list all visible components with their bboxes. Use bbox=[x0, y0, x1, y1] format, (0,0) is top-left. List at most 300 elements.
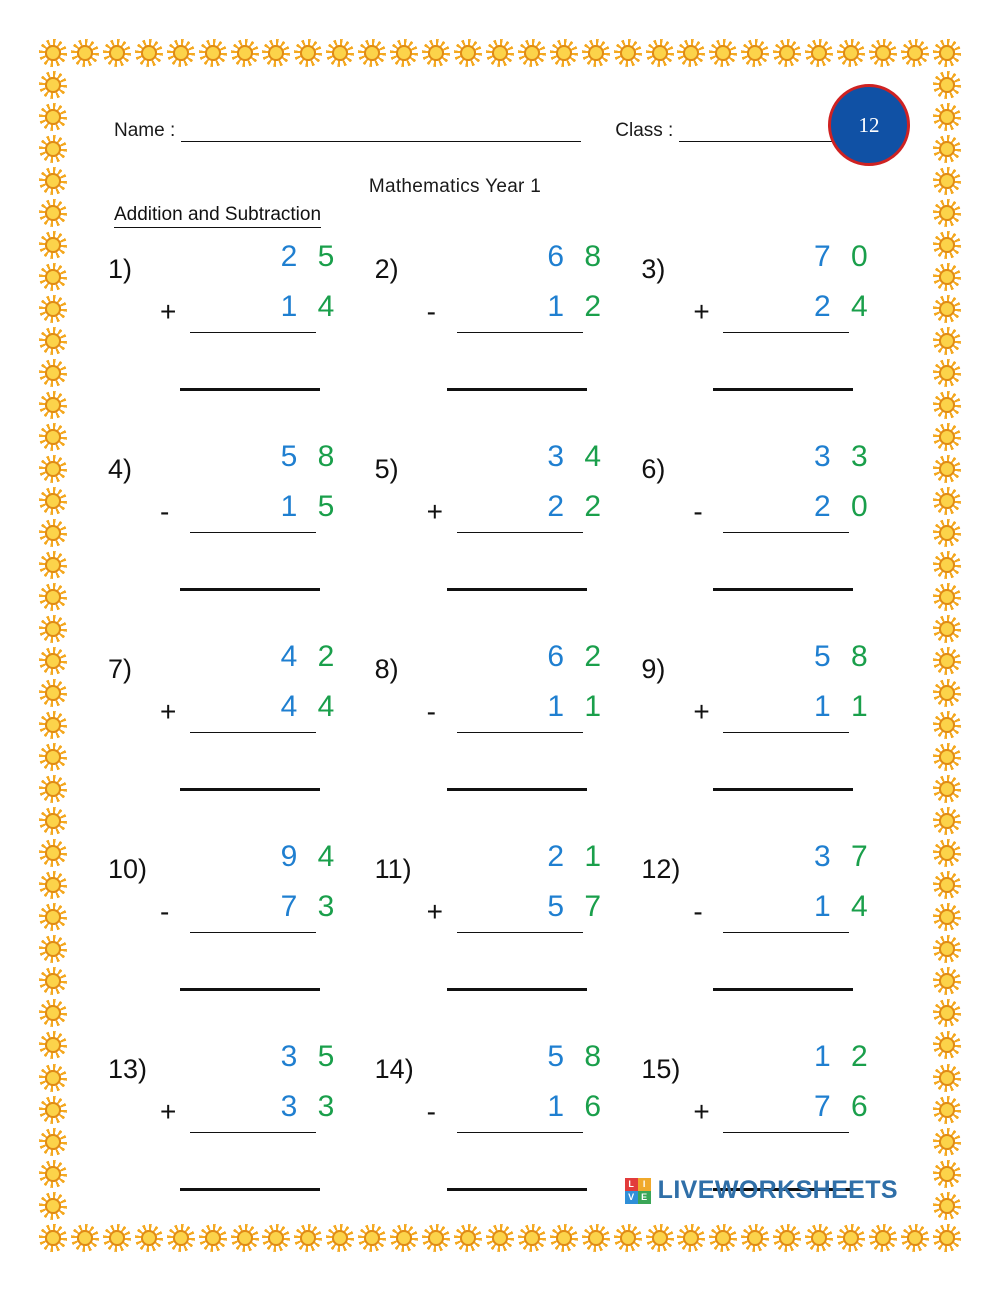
answer-input-line[interactable] bbox=[713, 988, 853, 991]
operation-rule-line bbox=[190, 332, 316, 333]
digit: 5 bbox=[317, 1040, 335, 1073]
vertical-sum bbox=[693, 840, 869, 940]
top-operand-digits bbox=[279, 240, 336, 274]
operation-rule-line bbox=[723, 1132, 849, 1133]
digit: 5 bbox=[547, 890, 564, 923]
digit: 2 bbox=[584, 640, 601, 673]
top-operand-row bbox=[709, 640, 869, 690]
answer-input-line[interactable] bbox=[180, 988, 320, 991]
digit: 7 bbox=[850, 840, 868, 873]
digit: 7 bbox=[280, 890, 298, 923]
logo-letter-e: E bbox=[638, 1191, 651, 1204]
vertical-sum bbox=[693, 440, 869, 540]
sun-icon bbox=[932, 518, 962, 548]
operation-rule-line bbox=[457, 332, 583, 333]
answer-input-line[interactable] bbox=[713, 788, 853, 791]
digit: 1 bbox=[280, 290, 298, 323]
operation-rule-line bbox=[457, 932, 583, 933]
sun-icon bbox=[836, 38, 866, 68]
operator-symbol: + bbox=[426, 496, 444, 527]
sun-icon bbox=[932, 358, 962, 388]
sun-icon bbox=[932, 1159, 962, 1189]
sun-icon bbox=[38, 102, 68, 132]
sun-icon bbox=[932, 326, 962, 356]
sun-icon bbox=[868, 1223, 898, 1253]
sun-icon bbox=[932, 422, 962, 452]
sun-icon bbox=[38, 518, 68, 548]
digit: 4 bbox=[317, 290, 335, 323]
sun-border-top bbox=[38, 38, 962, 68]
problem-cell bbox=[635, 240, 902, 418]
operator-symbol: - bbox=[426, 696, 436, 727]
digit: 4 bbox=[850, 890, 868, 923]
sun-icon bbox=[134, 1223, 164, 1253]
topic-heading: Addition and Subtraction bbox=[114, 204, 321, 228]
sun-icon bbox=[70, 1223, 100, 1253]
bottom-operand-digits bbox=[812, 890, 869, 924]
top-operand-row bbox=[443, 840, 603, 890]
bottom-operand-digits bbox=[812, 290, 869, 324]
sun-icon bbox=[70, 38, 100, 68]
problem-cell bbox=[369, 240, 636, 418]
operator-symbol: + bbox=[160, 696, 177, 727]
sun-icon bbox=[38, 134, 68, 164]
sun-icon bbox=[38, 710, 68, 740]
vertical-sum bbox=[426, 640, 603, 740]
operator-symbol: - bbox=[426, 1096, 436, 1127]
problem-number: 2) bbox=[374, 254, 399, 284]
operator-symbol: + bbox=[693, 696, 710, 727]
sun-icon bbox=[932, 230, 962, 260]
sun-icon bbox=[900, 1223, 930, 1253]
problem-cell bbox=[635, 640, 902, 818]
sun-icon bbox=[38, 806, 68, 836]
top-operand-row bbox=[443, 1040, 603, 1090]
sun-icon bbox=[38, 390, 68, 420]
operator-symbol: + bbox=[693, 296, 710, 327]
top-operand-digits bbox=[546, 240, 603, 274]
sun-border-bottom bbox=[38, 1223, 962, 1253]
problem-cell bbox=[369, 1040, 636, 1218]
subject-title bbox=[72, 176, 928, 198]
bottom-operand-digits bbox=[546, 690, 603, 724]
sun-icon bbox=[932, 1191, 962, 1221]
vertical-sum bbox=[160, 640, 336, 740]
bottom-operand-digits bbox=[279, 890, 336, 924]
sun-icon bbox=[325, 1223, 355, 1253]
digit: 1 bbox=[547, 1090, 564, 1123]
digit: 5 bbox=[813, 640, 831, 673]
sun-icon bbox=[38, 230, 68, 260]
top-operand-row bbox=[176, 640, 336, 690]
top-operand-digits bbox=[546, 640, 603, 674]
sun-icon bbox=[38, 486, 68, 516]
operation-rule-line bbox=[723, 332, 849, 333]
digit: 9 bbox=[280, 840, 298, 873]
logo-letter-i: I bbox=[638, 1178, 651, 1191]
sun-icon bbox=[261, 38, 291, 68]
operation-rule-line bbox=[190, 1132, 316, 1133]
answer-input-line[interactable] bbox=[447, 1188, 587, 1191]
sun-icon bbox=[581, 1223, 611, 1253]
sun-icon bbox=[38, 774, 68, 804]
digit: 7 bbox=[813, 1090, 831, 1123]
problem-cell bbox=[102, 840, 369, 1018]
vertical-sum bbox=[693, 240, 869, 340]
digit: 3 bbox=[547, 440, 564, 473]
digit: 8 bbox=[317, 440, 335, 473]
problem-number: 14) bbox=[374, 1054, 414, 1084]
vertical-sum bbox=[693, 640, 869, 740]
top-operand-row bbox=[176, 840, 336, 890]
sun-icon bbox=[932, 838, 962, 868]
sun-icon bbox=[613, 1223, 643, 1253]
operation-rule-line bbox=[457, 1132, 583, 1133]
top-operand-digits bbox=[279, 1040, 336, 1074]
sun-icon bbox=[932, 454, 962, 484]
operation-rule-line bbox=[723, 532, 849, 533]
sun-icon bbox=[932, 774, 962, 804]
sun-icon bbox=[932, 806, 962, 836]
logo-squares-icon bbox=[625, 1178, 651, 1204]
top-operand-digits bbox=[812, 440, 869, 474]
sun-icon bbox=[932, 390, 962, 420]
top-operand-digits bbox=[546, 1040, 603, 1074]
digit: 2 bbox=[813, 290, 831, 323]
sun-icon bbox=[932, 710, 962, 740]
problem-number: 10) bbox=[108, 854, 148, 884]
problem-number: 7) bbox=[108, 654, 133, 684]
sun-icon bbox=[166, 1223, 196, 1253]
operator-symbol: - bbox=[693, 896, 703, 927]
bottom-operand-digits bbox=[812, 490, 869, 524]
worksheet-sheet bbox=[72, 72, 928, 1219]
sun-icon bbox=[517, 1223, 547, 1253]
sun-icon bbox=[38, 454, 68, 484]
sun-icon bbox=[38, 294, 68, 324]
problem-number: 12) bbox=[641, 854, 681, 884]
operator-symbol: - bbox=[160, 496, 170, 527]
sun-icon bbox=[134, 38, 164, 68]
sun-icon bbox=[485, 1223, 515, 1253]
operator-symbol: + bbox=[693, 1096, 710, 1127]
sun-icon bbox=[932, 998, 962, 1028]
digit: 1 bbox=[280, 490, 298, 523]
operator-symbol: + bbox=[160, 296, 177, 327]
top-operand-digits bbox=[812, 840, 869, 874]
digit: 4 bbox=[584, 440, 601, 473]
operation-rule-line bbox=[190, 532, 316, 533]
top-operand-row bbox=[709, 1040, 869, 1090]
sun-icon bbox=[932, 614, 962, 644]
logo-letter-l: L bbox=[625, 1178, 638, 1191]
class-field[interactable] bbox=[615, 120, 861, 142]
problem-cell bbox=[369, 440, 636, 618]
sun-icon bbox=[38, 582, 68, 612]
top-operand-digits bbox=[812, 240, 869, 274]
digit: 1 bbox=[850, 690, 868, 723]
sun-icon bbox=[932, 870, 962, 900]
digit: 2 bbox=[317, 640, 335, 673]
operator-symbol: + bbox=[160, 1096, 177, 1127]
vertical-sum bbox=[426, 240, 603, 340]
sun-icon bbox=[932, 38, 962, 68]
digit: 4 bbox=[280, 640, 298, 673]
sun-icon bbox=[932, 646, 962, 676]
sun-icon bbox=[804, 1223, 834, 1253]
problem-number: 9) bbox=[641, 654, 666, 684]
digit: 1 bbox=[813, 890, 831, 923]
sun-icon bbox=[38, 614, 68, 644]
answer-input-line[interactable] bbox=[180, 1188, 320, 1191]
sun-icon bbox=[932, 550, 962, 580]
sun-icon bbox=[38, 326, 68, 356]
problem-number: 8) bbox=[374, 654, 399, 684]
problem-cell bbox=[102, 240, 369, 418]
digit: 1 bbox=[813, 690, 831, 723]
sun-icon bbox=[868, 38, 898, 68]
sun-icon bbox=[102, 38, 132, 68]
digit: 5 bbox=[280, 440, 298, 473]
sun-icon bbox=[198, 38, 228, 68]
bottom-operand-digits bbox=[546, 290, 603, 324]
answer-input-line[interactable] bbox=[447, 788, 587, 791]
sun-icon bbox=[38, 870, 68, 900]
answer-input-line[interactable] bbox=[447, 388, 587, 391]
sun-icon bbox=[932, 1030, 962, 1060]
digit: 7 bbox=[813, 240, 831, 273]
sun-icon bbox=[38, 1063, 68, 1093]
top-operand-digits bbox=[812, 640, 869, 674]
vertical-sum bbox=[160, 240, 336, 340]
sun-icon bbox=[932, 294, 962, 324]
digit: 5 bbox=[547, 1040, 564, 1073]
sun-icon bbox=[772, 38, 802, 68]
name-field[interactable] bbox=[114, 120, 581, 142]
sun-icon bbox=[613, 38, 643, 68]
sun-icon bbox=[453, 1223, 483, 1253]
digit: 6 bbox=[584, 1090, 601, 1123]
answer-input-line[interactable] bbox=[713, 388, 853, 391]
answer-input-line[interactable] bbox=[180, 588, 320, 591]
logo-letter-v: V bbox=[625, 1191, 638, 1204]
sun-icon bbox=[357, 1223, 387, 1253]
sun-icon bbox=[38, 422, 68, 452]
top-operand-row bbox=[709, 440, 869, 490]
problem-number: 13) bbox=[108, 1054, 148, 1084]
digit: 2 bbox=[584, 490, 601, 523]
sun-icon bbox=[708, 1223, 738, 1253]
sun-icon bbox=[645, 38, 675, 68]
bottom-operand-digits bbox=[279, 290, 336, 324]
top-operand-digits bbox=[279, 640, 336, 674]
bottom-operand-digits bbox=[812, 690, 869, 724]
sun-icon bbox=[38, 166, 68, 196]
sun-icon bbox=[549, 38, 579, 68]
top-operand-digits bbox=[279, 440, 336, 474]
sun-icon bbox=[453, 38, 483, 68]
sun-icon bbox=[708, 38, 738, 68]
problem-number: 6) bbox=[641, 454, 666, 484]
digit: 1 bbox=[547, 690, 564, 723]
digit: 2 bbox=[280, 240, 298, 273]
top-operand-row bbox=[443, 240, 603, 290]
digit: 4 bbox=[850, 290, 868, 323]
problem-cell bbox=[102, 640, 369, 818]
sun-icon bbox=[932, 102, 962, 132]
problem-number: 15) bbox=[641, 1054, 681, 1084]
sun-icon bbox=[38, 1095, 68, 1125]
sun-icon bbox=[932, 134, 962, 164]
bottom-operand-digits bbox=[812, 1090, 869, 1124]
sun-icon bbox=[230, 38, 260, 68]
page-number-badge: 12 bbox=[828, 84, 910, 166]
top-operand-row bbox=[443, 440, 603, 490]
problem-number: 11) bbox=[374, 854, 412, 884]
digit: 7 bbox=[584, 890, 601, 923]
sun-icon bbox=[517, 38, 547, 68]
worksheet-header bbox=[114, 120, 904, 142]
operator-symbol: + bbox=[426, 896, 444, 927]
top-operand-digits bbox=[812, 1040, 869, 1074]
logo-wordmark: LIVEWORKSHEETS bbox=[657, 1176, 898, 1204]
digit: 3 bbox=[317, 1090, 335, 1123]
name-input-line[interactable] bbox=[181, 124, 581, 142]
operation-rule-line bbox=[457, 532, 583, 533]
operation-rule-line bbox=[723, 732, 849, 733]
sun-icon bbox=[932, 934, 962, 964]
bottom-operand-digits bbox=[546, 890, 603, 924]
vertical-sum bbox=[160, 840, 336, 940]
liveworksheets-logo bbox=[625, 1176, 898, 1205]
sun-icon bbox=[932, 486, 962, 516]
digit: 2 bbox=[547, 840, 564, 873]
sun-border-left bbox=[38, 38, 68, 1253]
digit: 2 bbox=[813, 490, 831, 523]
digit: 4 bbox=[317, 840, 335, 873]
problem-number: 3) bbox=[641, 254, 666, 284]
answer-input-line[interactable] bbox=[180, 788, 320, 791]
answer-input-line[interactable] bbox=[713, 588, 853, 591]
subject-title-text: Mathematics Year 1 bbox=[368, 176, 542, 197]
problem-grid bbox=[102, 240, 902, 1218]
sun-icon bbox=[325, 38, 355, 68]
operation-rule-line bbox=[723, 932, 849, 933]
top-operand-row bbox=[176, 440, 336, 490]
digit: 1 bbox=[584, 840, 601, 873]
answer-input-line[interactable] bbox=[447, 988, 587, 991]
operator-symbol: - bbox=[426, 296, 436, 327]
sun-icon bbox=[38, 198, 68, 228]
problem-cell bbox=[635, 840, 902, 1018]
problem-number: 4) bbox=[108, 454, 133, 484]
sun-icon bbox=[293, 38, 323, 68]
digit: 2 bbox=[850, 1040, 868, 1073]
sun-icon bbox=[932, 742, 962, 772]
operation-rule-line bbox=[190, 732, 316, 733]
digit: 4 bbox=[317, 690, 335, 723]
bottom-operand-digits bbox=[546, 490, 603, 524]
bottom-operand-digits bbox=[279, 690, 336, 724]
bottom-operand-digits bbox=[279, 490, 336, 524]
sun-icon bbox=[932, 262, 962, 292]
name-label: Name : bbox=[114, 120, 176, 141]
sun-icon bbox=[38, 1223, 68, 1253]
top-operand-row bbox=[176, 1040, 336, 1090]
top-operand-digits bbox=[546, 840, 603, 874]
bottom-operand-digits bbox=[279, 1090, 336, 1124]
answer-input-line[interactable] bbox=[447, 588, 587, 591]
sun-icon bbox=[38, 358, 68, 388]
sun-icon bbox=[38, 838, 68, 868]
sun-icon bbox=[38, 998, 68, 1028]
top-operand-digits bbox=[546, 440, 603, 474]
sun-icon bbox=[38, 966, 68, 996]
sun-icon bbox=[932, 902, 962, 932]
digit: 1 bbox=[547, 290, 564, 323]
sun-icon bbox=[900, 38, 930, 68]
digit: 3 bbox=[280, 1040, 298, 1073]
operation-rule-line bbox=[190, 932, 316, 933]
sun-icon bbox=[676, 1223, 706, 1253]
sun-icon bbox=[293, 1223, 323, 1253]
sun-icon bbox=[932, 70, 962, 100]
operator-symbol: - bbox=[160, 896, 170, 927]
sun-icon bbox=[772, 1223, 802, 1253]
operation-rule-line bbox=[457, 732, 583, 733]
sun-icon bbox=[261, 1223, 291, 1253]
bottom-operand-digits bbox=[546, 1090, 603, 1124]
digit: 3 bbox=[280, 1090, 298, 1123]
answer-input-line[interactable] bbox=[180, 388, 320, 391]
sun-icon bbox=[836, 1223, 866, 1253]
vertical-sum bbox=[426, 440, 603, 540]
sun-icon bbox=[38, 38, 68, 68]
digit: 4 bbox=[280, 690, 298, 723]
digit: 6 bbox=[547, 640, 564, 673]
sun-icon bbox=[38, 70, 68, 100]
sun-icon bbox=[38, 262, 68, 292]
sun-icon bbox=[932, 1063, 962, 1093]
sun-icon bbox=[932, 966, 962, 996]
sun-icon bbox=[932, 198, 962, 228]
vertical-sum bbox=[426, 840, 603, 940]
digit: 8 bbox=[850, 640, 868, 673]
sun-icon bbox=[804, 38, 834, 68]
operator-symbol: - bbox=[693, 496, 703, 527]
sun-icon bbox=[102, 1223, 132, 1253]
digit: 2 bbox=[547, 490, 564, 523]
digit: 5 bbox=[317, 240, 335, 273]
problem-cell bbox=[369, 640, 636, 818]
sun-icon bbox=[198, 1223, 228, 1253]
sun-icon bbox=[38, 1030, 68, 1060]
problem-cell bbox=[369, 840, 636, 1018]
sun-icon bbox=[932, 1095, 962, 1125]
digit: 8 bbox=[584, 1040, 601, 1073]
top-operand-digits bbox=[279, 840, 336, 874]
sun-icon bbox=[38, 678, 68, 708]
problem-cell bbox=[102, 440, 369, 618]
sun-icon bbox=[932, 166, 962, 196]
sun-icon bbox=[38, 646, 68, 676]
problem-cell bbox=[635, 440, 902, 618]
digit: 5 bbox=[317, 490, 335, 523]
sun-icon bbox=[357, 38, 387, 68]
sun-icon bbox=[389, 1223, 419, 1253]
digit: 8 bbox=[584, 240, 601, 273]
sun-icon bbox=[38, 742, 68, 772]
